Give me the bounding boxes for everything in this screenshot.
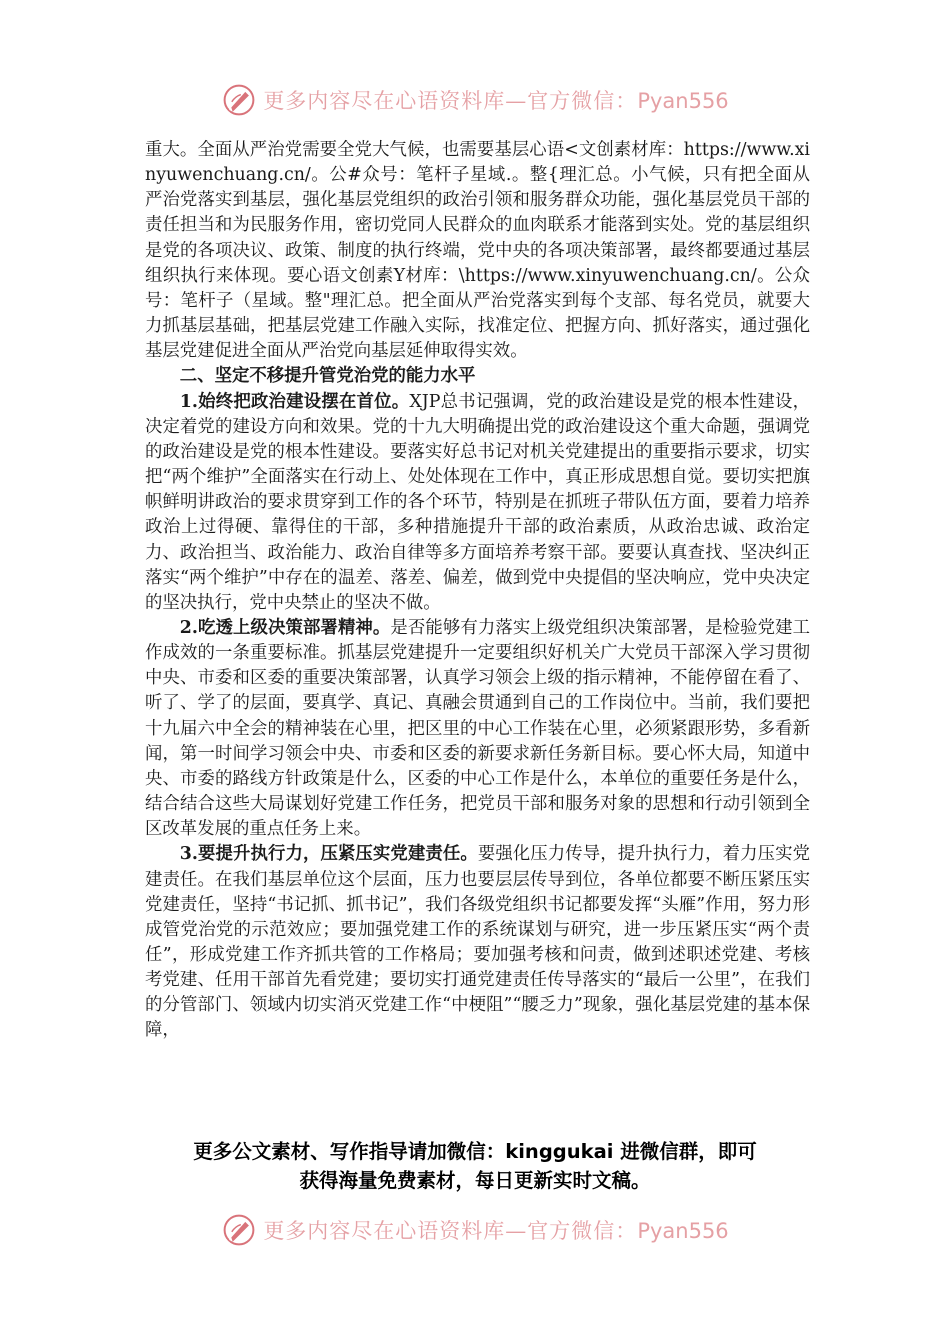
item-paragraph-2 xyxy=(145,616,810,842)
promo-notice xyxy=(0,1137,950,1195)
item-lead-1: 1.始终把政治建设摆在首位。 xyxy=(179,391,410,412)
header-banner-text: 更多内容尽在心语资料库—官方微信：Pyan556 xyxy=(263,89,729,113)
item-paragraph-1 xyxy=(145,390,810,616)
footer-banner-text: 更多内容尽在心语资料库—官方微信：Pyan556 xyxy=(263,1219,729,1243)
header-banner xyxy=(0,78,950,122)
item-paragraph-3 xyxy=(145,842,810,1043)
pen-logo-icon xyxy=(221,1212,257,1248)
wechat-id: Pyan556 xyxy=(637,1219,729,1243)
item-lead-2: 2.吃透上级决策部署精神。 xyxy=(179,617,391,638)
intro-paragraph: 重大。全面从严治党需要全党大气候，也需要基层心语<文创素材库：https://www.xinyuwenchuang.cn/。公#众号：笔杆子星域.。整{理汇总。小气候，只有把全面从严治党落实到基层，强化基层党组织的政治引领和服务群众功能，强化基层党员干部的责任担当和为民服务作用，密切党同人民群众的血肉联系才能落到实处。党的基层组织是党的各项决议、政策、制度的执行终端，党中央的各项决策部署，最终都要通过基层组织执行来体现。要心语文创素Y材库：\https://www.xinyuwenchuang.cn/。公众号：笔杆子（星域。整"理汇总。把全面从严治党落实到每个支部、每名党员，就要大力抓基层基础，把基层党建工作融入实际，找准定位、把握方向、抓好落实，通过强化基层党建促进全面从严治党向基层延伸取得实效。 xyxy=(145,140,810,362)
item-lead-3: 3.要提升执行力，压紧压实党建责任。 xyxy=(179,844,478,865)
wechat-id: Pyan556 xyxy=(637,89,729,113)
promo-line-2: 获得海量免费素材，每日更新实时文稿。 xyxy=(299,1169,651,1192)
item-text-1: XJP总书记强调，党的政治建设是党的根本性建设，决定着党的建设方向和效果。党的十九大明确提出党的政治建设这个重大命题，强调党的政治建设是党的根本性建设。要落实好总书记对机关党建提出的重要指示要求，切实把“两个维护”全面落实在行动上、处处体现在工作中，真正形成思想自觉。要切实把旗帜鲜明讲政治的要求贯穿到工作的各个环节，特别是在抓班子带队伍方面，要着力培养政治上过得硬、靠得住的干部，多种措施提升干部的政治素质，从政治忠诚、政治定力、政治担当、政治能力、政治自律等多方面培养考察干部。要要认真查找、坚决纠正落实“两个维护”中存在的温差、落差、偏差，做到党中央提倡的坚决响应，党中央决定的坚决执行，党中央禁止的坚决不做。 xyxy=(145,391,810,613)
promo-line-1: 更多公文素材、写作指导请加微信：kinggukai 进微信群，即可 xyxy=(193,1140,757,1163)
document-body xyxy=(145,138,810,1044)
section-heading: 二、坚定不移提升管党治党的能力水平 xyxy=(179,366,476,387)
item-text-2: 是否能够有力落实上级党组织决策部署，是检验党建工作成效的一条重要标准。抓基层党建提升一定要组织好机关广大党员干部深入学习贯彻中央、市委和区委的重要决策部署，认真学习领会上级的指示精神，不能停留在看了、听了、学了的层面，要真学、真记、真融会贯通到自己的工作岗位中。当前，我们要把十九届六中全会的精神装在心里，把区里的中心工作装在心里，必须紧跟形势，多看新闻，第一时间学习领会中央、市委和区委的新要求新任务新目标。要心怀大局，知道中央、市委的路线方针政策是什么，区委的中心工作是什么，本单位的重要任务是什么，结合结合这些大局谋划好党建工作任务，把党员干部和服务对象的思想和行动引领到全区改革发展的重点任务上来。 xyxy=(145,617,810,840)
item-text-3: 要强化压力传导，提升执行力，着力压实党建责任。在我们基层单位这个层面，压力也要层层传导到位，各单位都要不断压紧压实党建责任，坚持“书记抓、抓书记”，我们各级党组织书记都要发挥“头雁”作用，努力形成管党治党的示范效应；要加强党建工作的系统谋划与研究，进一步压紧压实“两个责任”，形成党建工作齐抓共管的工作格局；要加强考核和问责，做到述职述党建、考核考党建、任用干部首先看党建；要切实打通党建责任传导落实的“最后一公里”，在我们的分管部门、领域内切实消灭党建工作“中梗阻”“腰乏力”现象，强化基层党建的基本保障， xyxy=(145,844,810,1041)
pen-logo-icon xyxy=(221,82,257,118)
footer-banner xyxy=(0,1208,950,1252)
